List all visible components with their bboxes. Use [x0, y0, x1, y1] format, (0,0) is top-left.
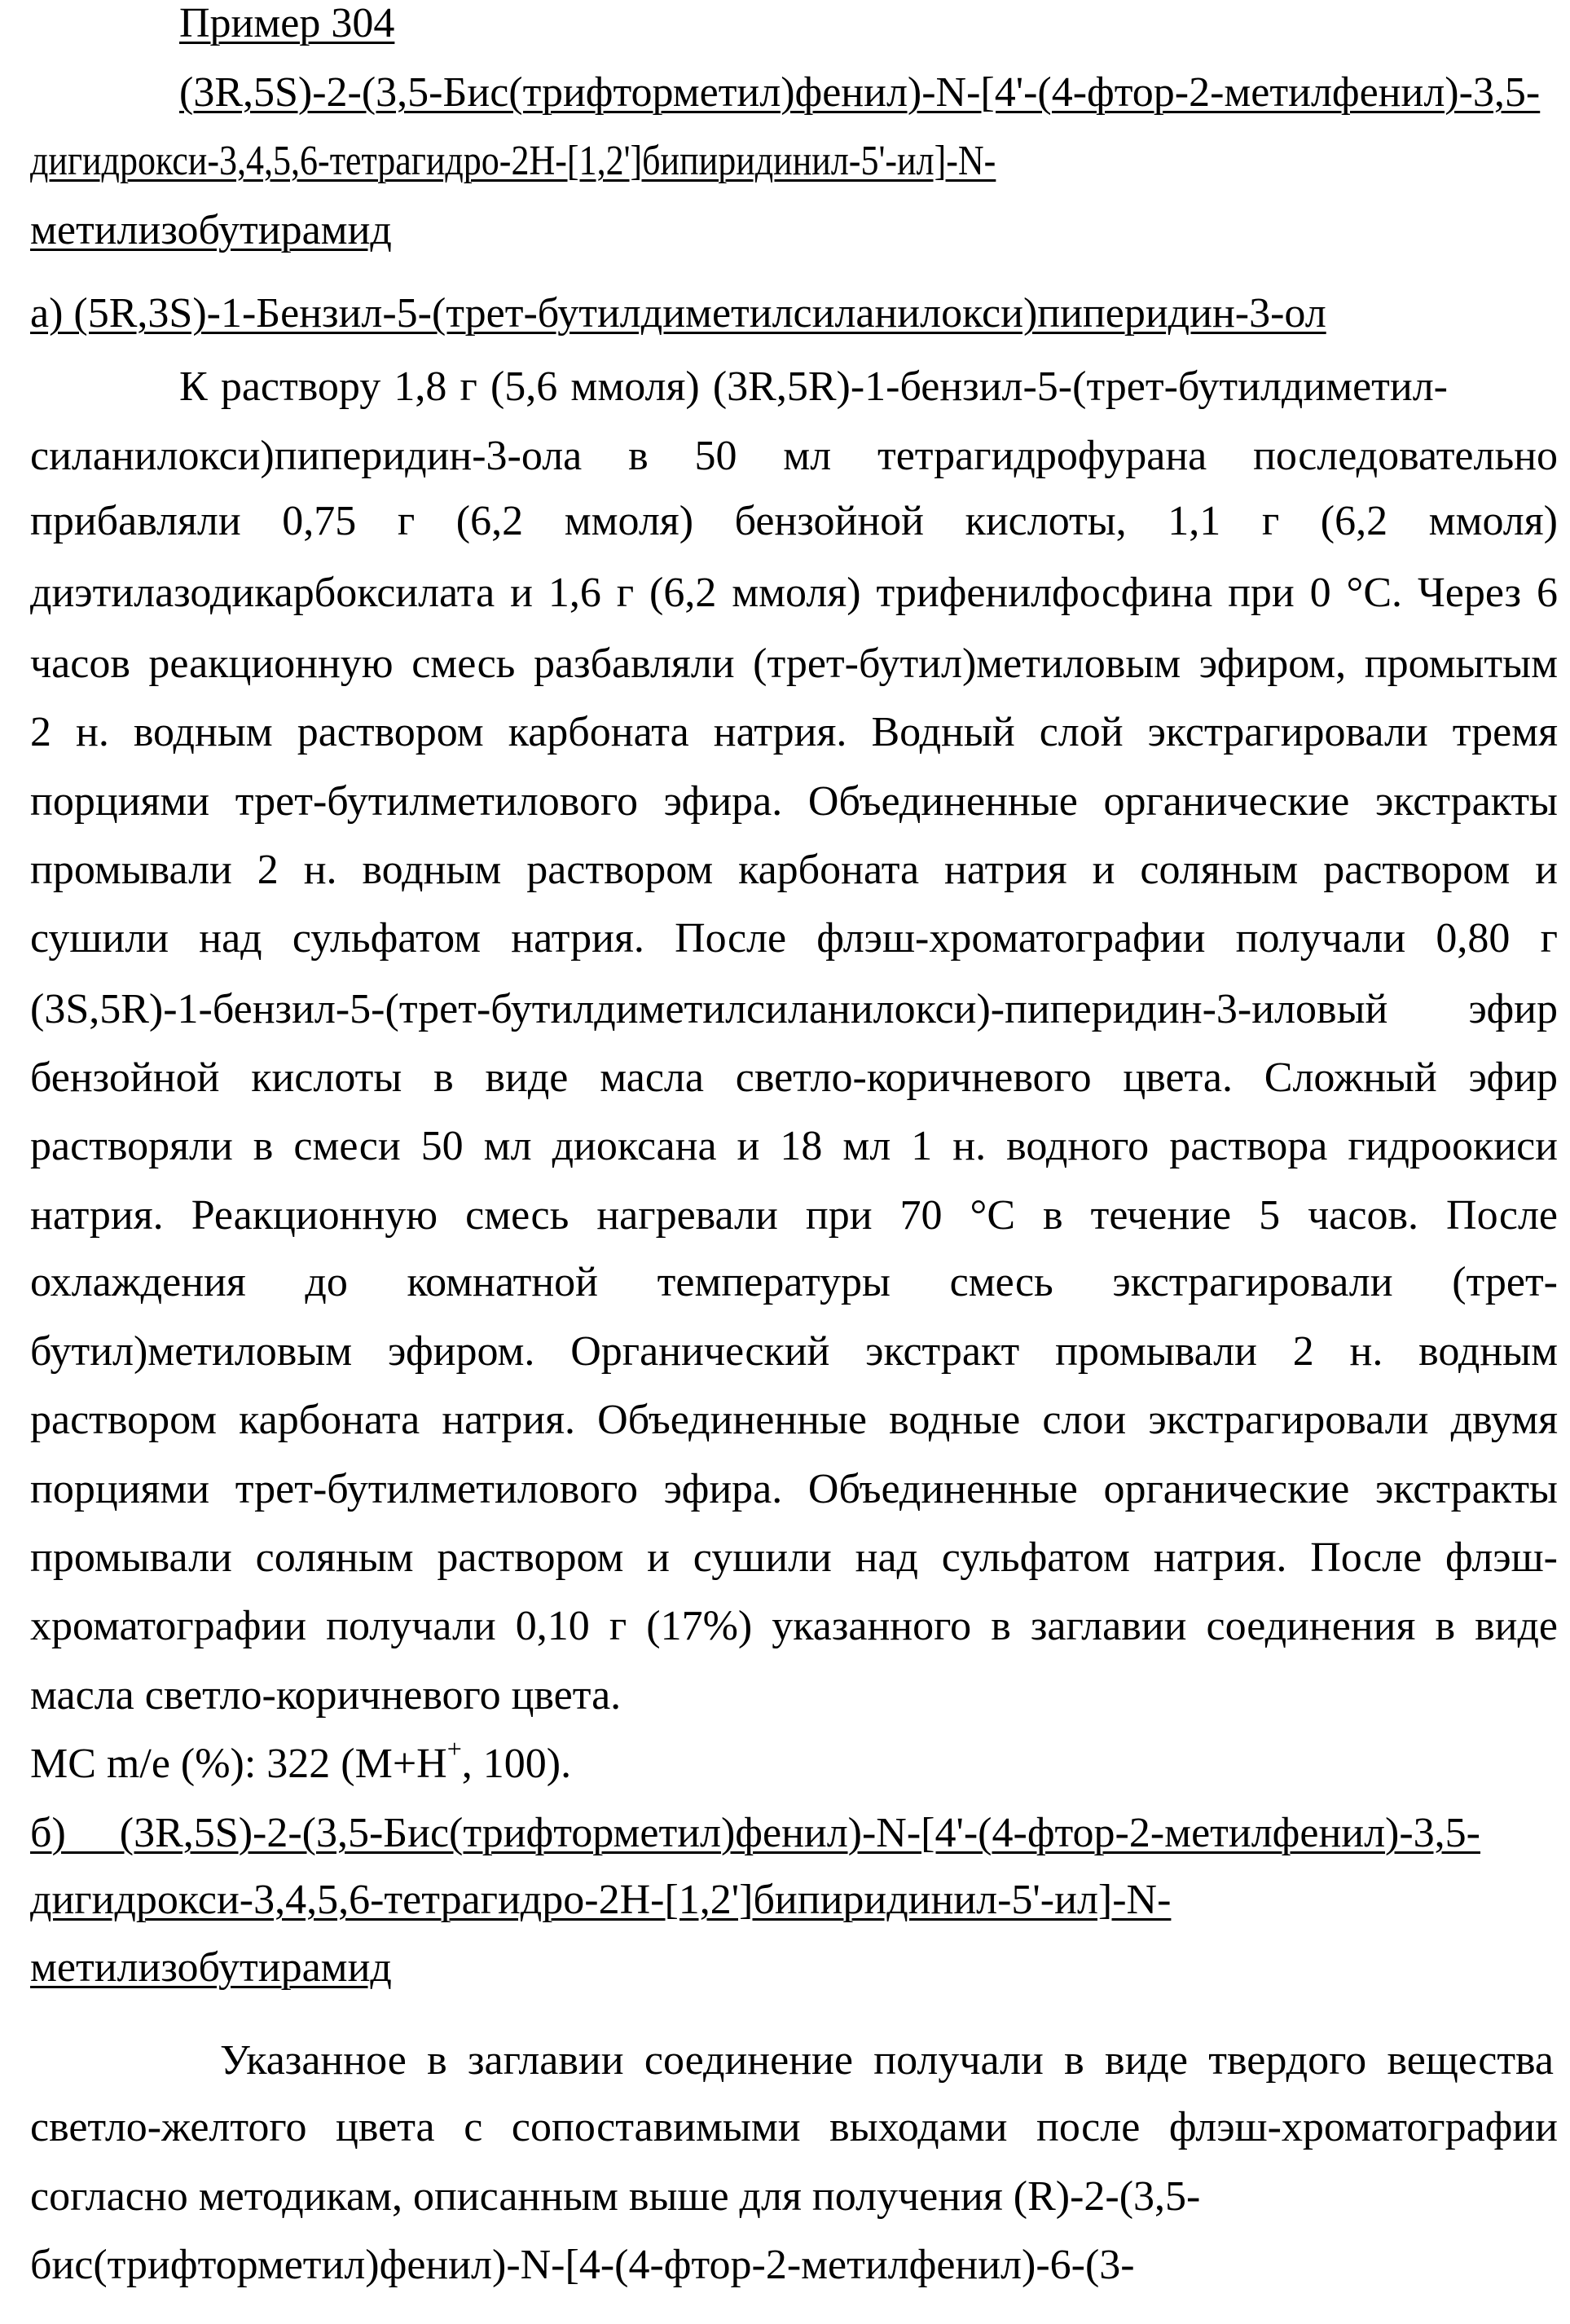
- paragraph-line: часов реакционную смесь разбавляли (трет-бутил)метиловым эфиром, промытым: [30, 640, 1558, 689]
- paragraph-line: бис(трифторметил)фенил)-N-[4-(4-фтор-2-метилфенил)-6-(3-: [30, 2241, 1135, 2290]
- paragraph-line: К раствору 1,8 г (5,6 ммоля) (3R,5R)-1-бензил-5-(трет-бутилдиметил-: [179, 363, 1448, 412]
- paragraph-line: порциями трет-бутилметилового эфира. Объединенные органические экстракты: [30, 777, 1558, 826]
- paragraph-line: (3S,5R)-1-бензил-5-(трет-бутилдиметилсиланилокси)-пиперидин-3-иловый эфир: [30, 985, 1558, 1034]
- title-line: метилизобутирамид: [30, 206, 392, 255]
- paragraph-line: порциями трет-бутилметилового эфира. Объединенные органические экстракты: [30, 1465, 1558, 1514]
- paragraph-line: 2 н. водным раствором карбоната натрия. Водный слой экстрагировали тремя: [30, 708, 1558, 757]
- ms-suffix: , 100).: [462, 1741, 571, 1787]
- paragraph-line: бутил)метиловым эфиром. Органический экстракт промывали 2 н. водным: [30, 1327, 1558, 1376]
- step-b-heading-line: б) (3R,5S)-2-(3,5-Бис(трифторметил)фенил)-N-[4'-(4-фтор-2-метилфенил)-3,5-: [30, 1809, 1480, 1858]
- paragraph-line: сушили над сульфатом натрия. После флэш-хроматографии получали 0,80 г: [30, 914, 1558, 963]
- paragraph-line: промывали соляным раствором и сушили над сульфатом натрия. После флэш-: [30, 1534, 1558, 1582]
- paragraph-line: раствором карбоната натрия. Объединенные водные слои экстрагировали двумя: [30, 1396, 1558, 1445]
- paragraph-line: промывали 2 н. водным раствором карбоната натрия и соляным раствором и: [30, 846, 1558, 895]
- mass-spec-line: [30, 1740, 571, 1789]
- step-b-heading-line: метилизобутирамид: [30, 1943, 392, 1992]
- title-line: (3R,5S)-2-(3,5-Бис(трифторметил)фенил)-N-[4'-(4-фтор-2-метилфенил)-3,5-: [179, 68, 1558, 117]
- ms-superscript: +: [447, 1734, 462, 1763]
- title-line: дигидрокси-3,4,5,6-тетрагидро-2H-[1,2']бипиридинил-5'-ил]-N-: [30, 137, 996, 186]
- paragraph-line: прибавляли 0,75 г (6,2 ммоля) бензойной кислоты, 1,1 г (6,2 ммоля): [30, 497, 1558, 546]
- example-heading: Пример 304: [179, 0, 394, 48]
- paragraph-line: силанилокси)пиперидин-3-ола в 50 мл тетрагидрофурана последовательно: [30, 432, 1558, 481]
- paragraph-line: хроматографии получали 0,10 г (17%) указанного в заглавии соединения в виде: [30, 1602, 1558, 1651]
- paragraph-line: светло-желтого цвета с сопоставимыми выходами после флэш-хроматографии: [30, 2103, 1558, 2152]
- paragraph-line: Указанное в заглавии соединение получали в виде твердого вещества: [220, 2036, 1554, 2085]
- ms-prefix: МС m/e (%): 322 (M+H: [30, 1741, 447, 1787]
- paragraph-line: растворяли в смеси 50 мл диоксана и 18 мл 1 н. водного раствора гидроокиси: [30, 1122, 1558, 1171]
- paragraph-line: бензойной кислоты в виде масла светло-коричневого цвета. Сложный эфир: [30, 1054, 1558, 1103]
- step-a-heading: а) (5R,3S)-1-Бензил-5-(трет-бутилдиметилсиланилокси)пиперидин-3-ол: [30, 289, 1326, 338]
- paragraph-line: диэтилазодикарбоксилата и 1,6 г (6,2 ммоля) трифенилфосфина при 0 °С. Через 6: [30, 569, 1558, 618]
- paragraph-line: масла светло-коричневого цвета.: [30, 1671, 621, 1720]
- paragraph-line: охлаждения до комнатной температуры смесь экстрагировали (трет-: [30, 1258, 1558, 1307]
- paragraph-line: согласно методикам, описанным выше для получения (R)-2-(3,5-: [30, 2172, 1200, 2221]
- paragraph-line: натрия. Реакционную смесь нагревали при 70 °С в течение 5 часов. После: [30, 1191, 1558, 1240]
- step-b-heading-line: дигидрокси-3,4,5,6-тетрагидро-2H-[1,2']бипиридинил-5'-ил]-N-: [30, 1876, 1171, 1925]
